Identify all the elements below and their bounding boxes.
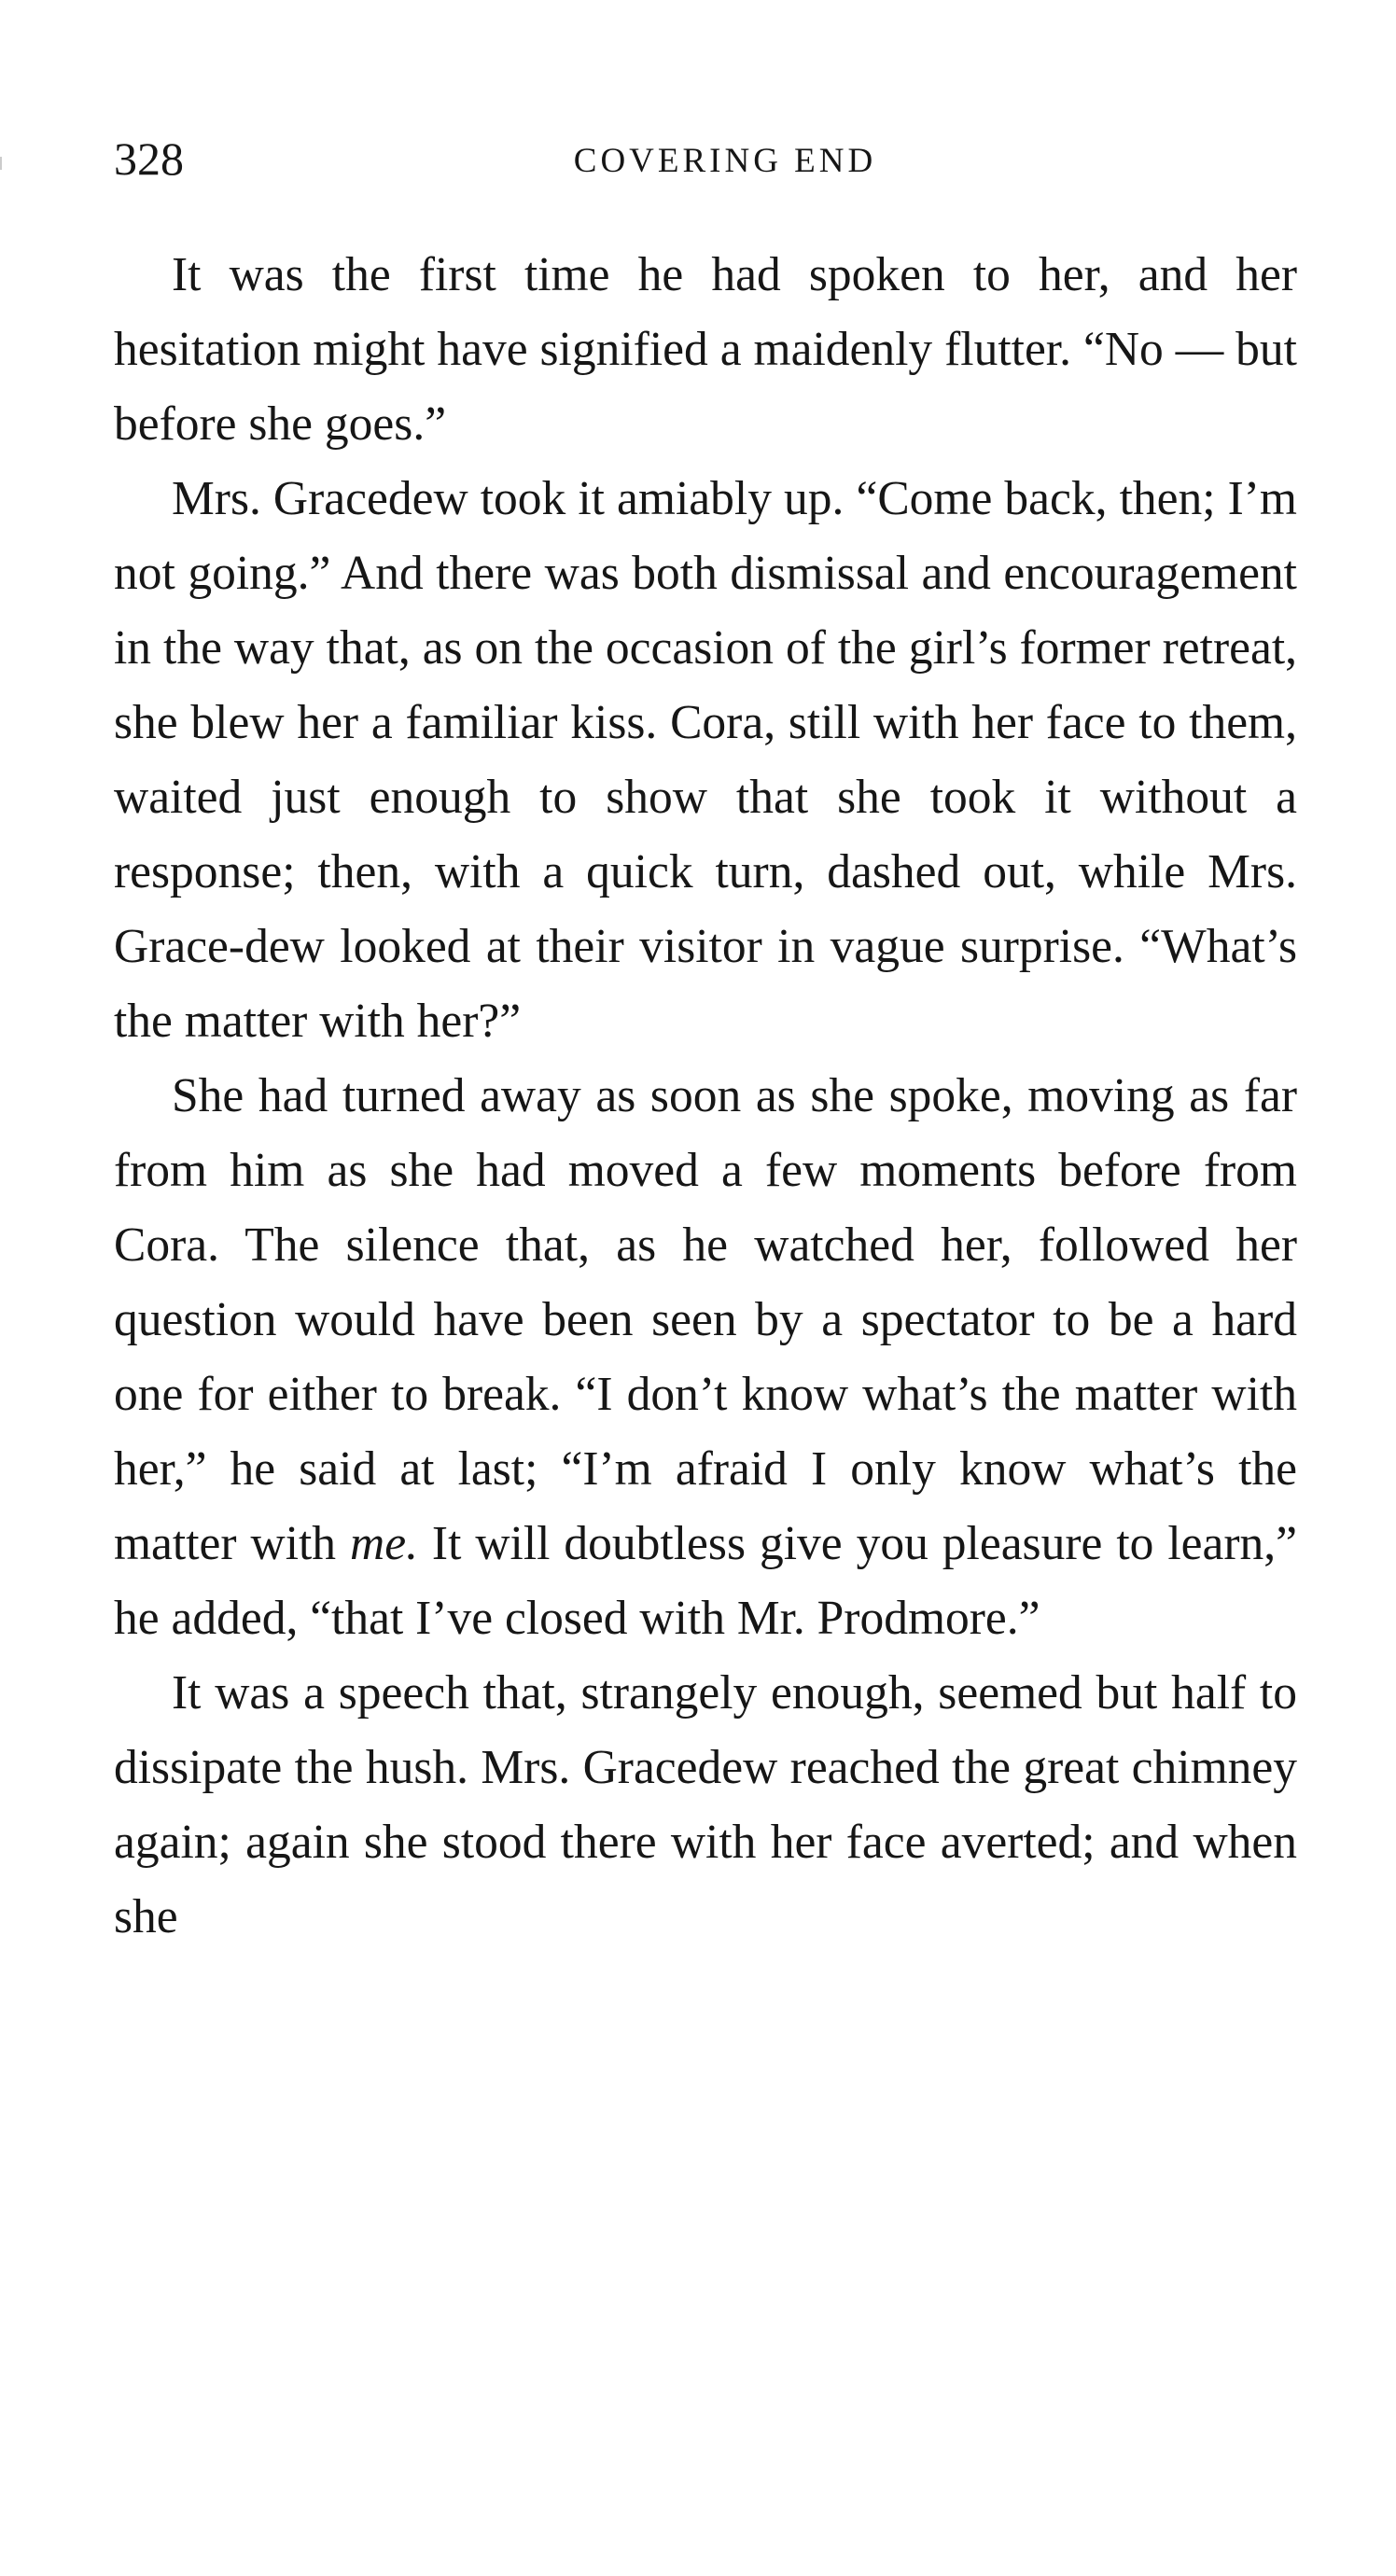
paragraph-1	[114, 238, 1297, 462]
paragraph-4	[114, 1656, 1297, 1955]
body-text	[114, 238, 1297, 1955]
page-header	[114, 131, 1299, 187]
paragraph-text: It was the first time he had spoken to her, and her hesitation might have signified a maidenly flutter. “No — but before she goes.”	[114, 248, 1297, 451]
paragraph-text: Mrs. Gracedew took it amiably up. “Come back, then; I’m not going.” And there was both dismissal and encouragement in the way that, as on the occasion of the girl’s former retreat, she blew her a familiar kiss. Cora, still with her face to them, waited just enough to show that she took it without a response; then, with a quick turn, dashed out, while Mrs. Grace-dew looked at their visitor in vague surprise. “What’s the matter with her?”	[114, 472, 1297, 1048]
scan-mark	[0, 157, 2, 170]
paragraph-text: She had turned away as soon as she spoke, moving as far from him as she had moved a few moments before from Cora. The silence that, as he watched her, followed her question would have been seen by a spectator to be a hard one for either to break. “I don’t know what’s the matter with her,” he said at last; “I’m afraid I only know what’s the matter with	[114, 1069, 1297, 1570]
running-title: COVERING END	[573, 142, 877, 180]
paragraph-2	[114, 462, 1297, 1059]
paragraph-text: It was a speech that, strangely enough, seemed but half to dissipate the hush. Mrs. Gracedew reached the great chimney again; again she stood there with her face averted; and when she	[114, 1666, 1297, 1943]
page-number: 328	[114, 132, 184, 185]
paragraph-3	[114, 1059, 1297, 1656]
emphasized-word: me.	[350, 1517, 418, 1570]
paragraph-text: It will doubtless give you pleasure to learn,” he added, “that I’ve closed with Mr. Prodmore.”	[114, 1517, 1297, 1645]
